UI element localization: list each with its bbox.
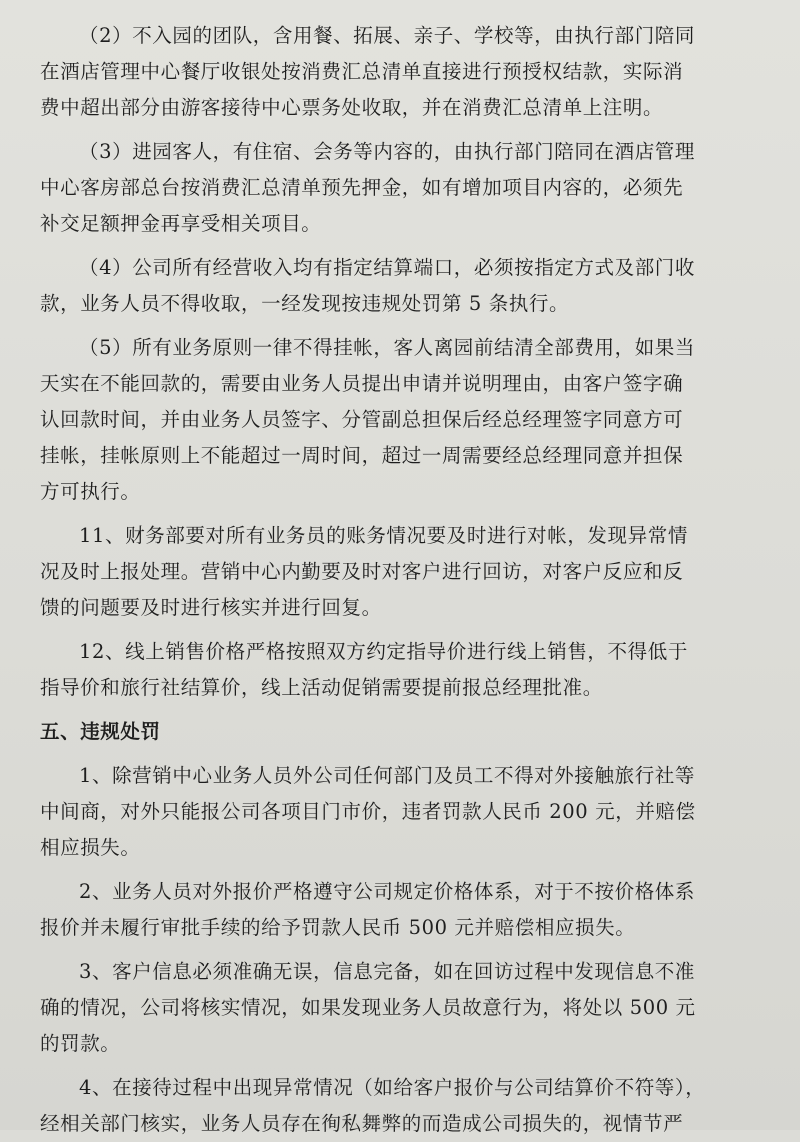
text-line: （3）进园客人，有住宿、会务等内容的，由执行部门陪同在酒店管理 (79, 140, 696, 163)
paragraph-spacer (40, 126, 774, 134)
paragraph-clause-12 (40, 634, 774, 706)
text-line: （2）不入园的团队，含用餐、拓展、亲子、学校等，由执行部门陪同 (79, 24, 696, 47)
text-line: 费中超出部分由游客接待中心票务处收取，并在消费汇总清单上注明。 (40, 96, 664, 119)
text-line: 相应损失。 (40, 836, 141, 859)
text-line: 11、财务部要对所有业务员的账务情况要及时进行对帐，发现异常情 (79, 524, 688, 547)
paragraph-spacer (40, 946, 774, 954)
text-line: 4、在接待过程中出现异常情况（如给客户报价与公司结算价不符等）， (79, 1076, 706, 1099)
text-line: 认回款时间，并由业务人员签字、分管副总担保后经总经理签字同意方可 (40, 408, 684, 431)
paragraph-spacer (40, 510, 774, 518)
paragraph-spacer (40, 750, 774, 758)
text-line: （4）公司所有经营收入均有指定结算端口，必须按指定方式及部门收 (79, 256, 696, 279)
text-line: （5）所有业务原则一律不得挂帐，客人离园前结清全部费用，如果当 (79, 336, 696, 359)
penalty-clause-2 (40, 874, 774, 946)
text-line: 补交足额押金再享受相关项目。 (40, 212, 322, 235)
penalty-clause-3 (40, 954, 774, 1062)
text-line: 在酒店管理中心餐厅收银处按消费汇总清单直接进行预授权结款，实际消 (40, 60, 684, 83)
paragraph-spacer (40, 866, 774, 874)
text-line: 中心客房部总台按消费汇总清单预先押金，如有增加项目内容的，必须先 (40, 176, 684, 199)
text-line: 挂帐，挂帐原则上不能超过一周时间，超过一周需要经总经理同意并担保 (40, 444, 684, 467)
text-line: 款，业务人员不得收取，一经发现按违规处罚第 5 条执行。 (40, 292, 570, 315)
paragraph-item-2 (40, 18, 774, 126)
text-line: 天实在不能回款的，需要由业务人员提出申请并说明理由，由客户签字确 (40, 372, 684, 395)
text-line: 报价并未履行审批手续的给予罚款人民币 500 元并赔偿相应损失。 (40, 916, 636, 939)
section-heading: 五、违规处罚 (40, 720, 161, 743)
paragraph-spacer (40, 242, 774, 250)
text-line: 的罚款。 (40, 1032, 121, 1055)
text-line: 指导价和旅行社结算价，线上活动促销需要提前报总经理批准。 (40, 676, 603, 699)
text-line: 经相关部门核实，业务人员存在徇私舞弊的而造成公司损失的，视情节严 (40, 1112, 684, 1135)
text-line: 况及时上报处理。营销中心内勤要及时对客户进行回访，对客户反应和反 (40, 560, 684, 583)
paragraph-item-3 (40, 134, 774, 242)
paragraph-spacer (40, 706, 774, 714)
paragraph-spacer (40, 1062, 774, 1070)
text-line: 1、除营销中心业务人员外公司任何部门及员工不得对外接触旅行社等 (79, 764, 696, 787)
text-line: 馈的问题要及时进行核实并进行回复。 (40, 596, 382, 619)
paragraph-clause-11 (40, 518, 774, 626)
paragraph-spacer (40, 626, 774, 634)
text-line: 确的情况，公司将核实情况，如果发现业务人员故意行为，将处以 500 元 (40, 996, 696, 1019)
text-line: 12、线上销售价格严格按照双方约定指导价进行线上销售，不得低于 (79, 640, 688, 663)
paragraph-spacer (40, 322, 774, 330)
penalty-clause-1 (40, 758, 774, 866)
text-line: 2、业务人员对外报价严格遵守公司规定价格体系，对于不按价格体系 (79, 880, 696, 903)
paragraph-item-4 (40, 250, 774, 322)
penalty-clause-4 (40, 1070, 774, 1142)
text-line: 3、客户信息必须准确无误，信息完备，如在回访过程中发现信息不准 (79, 960, 696, 983)
text-line: 方可执行。 (40, 480, 141, 503)
paragraph-item-5 (40, 330, 774, 510)
text-line: 中间商，对外只能报公司各项目门市价，违者罚款人民币 200 元，并赔偿 (40, 800, 696, 823)
